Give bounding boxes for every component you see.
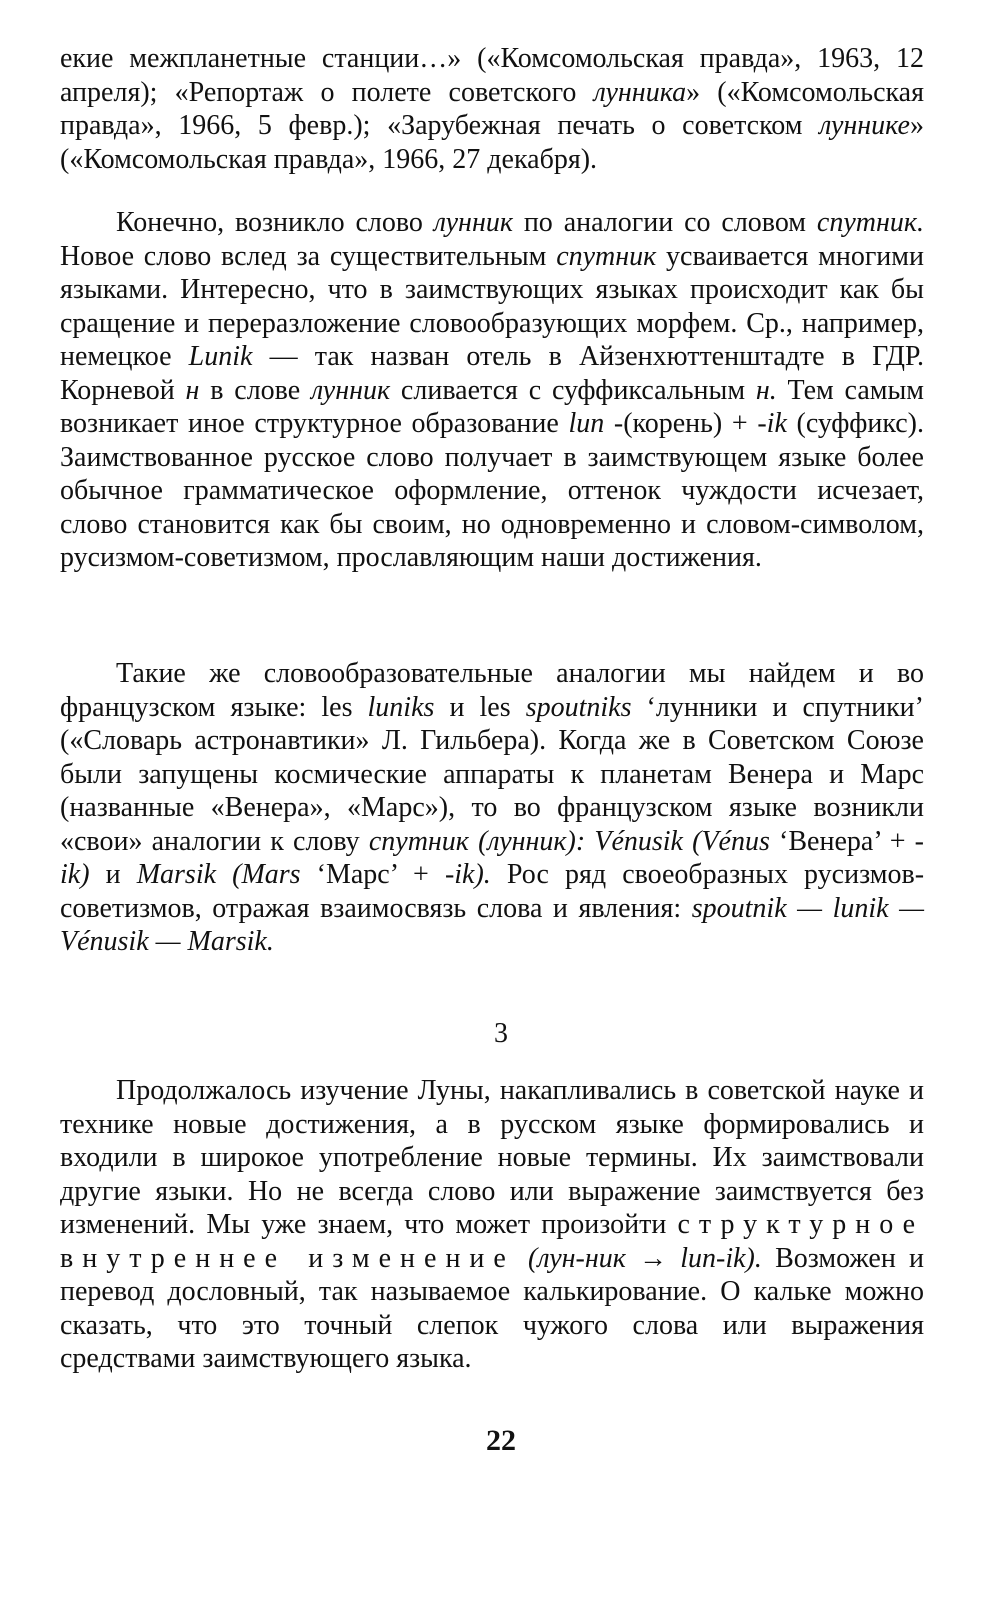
text-run: -(корень) +: [604, 408, 758, 439]
text-run: » («Комсомольская правда», 1966, 5 февр.); «Зарубежная печать о советском: [60, 76, 924, 141]
text-run: » («Комсомольская правда», 1966, 27 декабря).: [60, 110, 924, 175]
paragraph-lunnik-analogy: [60, 206, 924, 575]
section-number: 3: [494, 1018, 508, 1049]
text-run: и les: [434, 691, 526, 723]
italic-term: (лун-ник → lun-ik).: [528, 1242, 762, 1274]
page-number: 22: [486, 1424, 516, 1457]
text-run: екие межпланетные станции…» («Комсомольская правда», 1963, 12 апреля); «Репортаж о полете советского: [60, 43, 924, 108]
text-run: Рос ряд своеобразных русизмов-советизмов, отражая взаимосвязь слова и явления:: [60, 859, 925, 924]
text-run: сливается с суффиксальным: [390, 374, 756, 406]
text-run: усваивается многими языками. Интересно, что в заимствующих языках происходит как бы сращение и переразложение словообразующих морфем. Ср., например, немецкое: [60, 240, 924, 372]
paragraph-continuation: [60, 42, 924, 176]
paragraph-calque: [60, 1074, 924, 1376]
italic-term: Marsik (Mars: [136, 859, 301, 890]
text-run: в слове: [199, 374, 311, 406]
text-run: — так назван отель в Айзенхюттенштадте в ГДР. Корневой: [60, 341, 924, 406]
italic-term: лунника: [593, 76, 687, 108]
italic-term: н: [185, 374, 200, 406]
italic-term: luniks: [367, 691, 435, 723]
italic-term: spoutnik — lunik — Vénusik — Marsik.: [60, 892, 924, 957]
text-run: Продолжалось изучение Луны, накапливались в советской науке и технике новые достижения, а в русском языке формировались и входили в широкое употребление новые термины. Их заимствовали другие языки. Но не всегда слово или выражение заимствуется без изменений. Мы уже знаем, что может произойти: [60, 1075, 924, 1240]
text-run: Тем самым возникает иное структурное образование: [60, 374, 925, 439]
paragraph-french-analogies: [60, 657, 924, 959]
text-run: ‘Марс’ +: [300, 859, 445, 890]
italic-term: spoutniks: [525, 691, 632, 723]
text-run: Возможен и перевод дословный, так называемое калькирование. О кальке можно сказать, что это точный слепок чужого слова или выражения средствами заимствующего языка.: [60, 1242, 925, 1374]
text-run: Конечно, возникло слово: [116, 207, 434, 238]
text-run: Новое слово вслед за существительным: [60, 240, 557, 272]
italic-term: спутник: [556, 240, 657, 272]
italic-term: lun: [568, 408, 605, 439]
italic-term: -ik: [757, 408, 787, 439]
italic-term: лунник: [310, 374, 391, 406]
italic-term: -ik).: [444, 859, 491, 890]
italic-term: -ik): [60, 825, 924, 890]
italic-term: Lunik: [188, 341, 253, 372]
text-run: Такие же словообразовательные аналогии мы найдем и во французском языке: les: [60, 658, 924, 723]
italic-term: лунник: [433, 207, 513, 238]
text-run: ‘лунники и спутники’ («Словарь астронавтики» Л. Гильбера). Когда же в Советском Союзе были запущены космические аппараты к планетам Венера и Марс (названные «Венера», «Марс»), то во французском языке возникли «свои» аналогии к слову: [60, 691, 924, 857]
italic-term: луннике: [819, 110, 910, 141]
text-run: ‘Венера’ +: [769, 825, 915, 857]
italic-term: спутник.: [816, 207, 924, 238]
italic-term: н.: [755, 374, 777, 406]
text-run: (суффикс). Заимствованное русское слово получает в заимствующем языке более обычное грамматическое оформление, оттенок чуждости исчезает, слово становится как бы своим, но одновременно и словом-символом, русизмом-советизмом, прославляющим наши достижения.: [60, 408, 924, 573]
italic-term: спутник (лунник): Vénusik (Vénus: [368, 825, 770, 857]
text-run: [515, 1243, 528, 1274]
text-run: по аналогии со словом: [512, 207, 817, 238]
text-run: и: [89, 859, 137, 890]
spaced-emphasis: структурное внутреннее изменение: [60, 1209, 924, 1274]
